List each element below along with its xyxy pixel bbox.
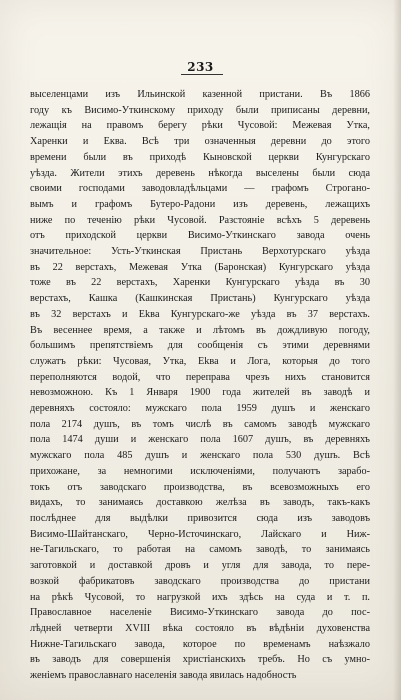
text-line: верстахъ, Кашка (Кашкинская Пристань) Кунгурскаго уѣзда — [30, 293, 370, 305]
text-line: пола 1474 души и женскаго пола 1607 душъ, въ деревняхъ — [30, 434, 370, 446]
text-line: Нижне-Тагильскаго завода, которое по временамъ наѣзжало — [30, 638, 370, 650]
text-line: тоже въ 22 верстахъ, Харенки Кунгурскаго уѣзда въ 30 — [30, 277, 370, 289]
text-line: Харенки и Еква. Всѣ три означенныя деревни до этого — [30, 136, 370, 148]
text-line: времени были въ приходѣ Кыновской церкви Кунгурскаго — [30, 151, 370, 163]
text-line: лѣдней четверти XVIII вѣка состояло въ вѣдѣніи духовенства — [30, 622, 370, 634]
text-line: мужскаго пола 485 душъ и женскаго пола 530 душъ. Всѣ — [30, 450, 370, 462]
text-line: женіемъ православнаго населенія завода явилась надобность — [30, 670, 297, 682]
text-line: въ 22 верстахъ, Межевая Утка (Баронская) Кунгурскаго уѣзда — [30, 261, 370, 273]
page-number: 233 — [187, 60, 214, 74]
text-line: не-Тагильскаго, то работая на самомъ заводѣ, то занимаясь — [30, 544, 370, 556]
text-line: пола 2174 душъ, въ томъ числѣ въ самомъ заводѣ мужскаго — [30, 418, 370, 430]
text-line: Православное населеніе Висимо-Уткинскаго завода до пос- — [30, 607, 370, 619]
text-line: служатъ рѣки: Чусовая, Утка, Ekвa и Лога, которыя до того — [30, 355, 370, 367]
text-line: вымъ и графомъ Бутеро-Радони изъ деревень, лежащихъ — [30, 198, 370, 210]
text-line: въ 32 верстахъ и Ekвa Кунгурскаго-же уѣзда въ 37 верстахъ. — [30, 308, 370, 320]
text-line: деревняхъ состояло: мужскаго пола 1959 душъ и женскаго — [30, 403, 370, 415]
text-line: въ заводъ для совершенія христіанскихъ требъ. Но съ умно- — [30, 654, 370, 666]
text-line: на рѣкѣ Чусовой, то нагрузкой ихъ здѣсь на суда и т. п. — [30, 591, 370, 603]
text-line: токъ отъ заводскаго производства, въ всевозможныхъ его — [30, 481, 370, 493]
text-line: невозможною. Къ 1 Января 1900 года жителей въ заводѣ и — [30, 387, 370, 399]
page-edge-shadow — [393, 0, 401, 700]
page-number-rule — [181, 74, 223, 75]
text-line: году къ Висимо-Уткинскому приходу были приписаны деревни, — [30, 104, 370, 116]
text-line: ниже по теченію рѣки Чусовой. Разстояніе всѣхъ 5 деревень — [30, 214, 370, 226]
text-line: видахъ, то занимаясь доставкою желѣза въ заводъ, такъ-какъ — [30, 497, 370, 509]
text-line: Висимо-Шайтанскаго, Черно-Источинскаго, Лайскаго и Ниж- — [30, 528, 370, 540]
text-line: выселенцами изъ Ильинской казенной пристани. Въ 1866 — [30, 89, 370, 100]
text-line: уѣзда. Жители этихъ деревень нѣкогда выселены были сюда — [30, 167, 370, 179]
text-line: большимъ препятствіемъ для сообщенія съ этими деревнями — [30, 340, 370, 352]
text-line: отъ приходской церкви Висимо-Уткинскаго завода очень — [30, 230, 370, 242]
text-line: возкой фабрикатовъ заводскаго производства до пристани — [30, 575, 370, 587]
text-line: заготовкой и доставкой дровъ и угля для завода, то пере- — [30, 560, 370, 572]
text-line: Въ весеннее время, а также и лѣтомъ въ дождливую погоду, — [30, 324, 370, 336]
body-text — [30, 87, 370, 684]
text-line: лежащія на правомъ берегу рѣки Чусовой: Межевая Утка, — [30, 120, 370, 132]
text-line: послѣднее для выдѣлки привозится сюда изъ заводовъ — [30, 512, 370, 524]
text-line: значительное: Усть-Уткинская Пристань Верхотурскаго уѣзда — [30, 246, 370, 258]
text-line: переполняются водой, что переправа чрезъ нихъ становится — [30, 371, 370, 383]
text-line: своими господами заводовладѣльцами — графомъ Строгано- — [30, 183, 370, 195]
text-line: прихожане, за немногими исключеніями, получаютъ зарабо- — [30, 465, 370, 477]
